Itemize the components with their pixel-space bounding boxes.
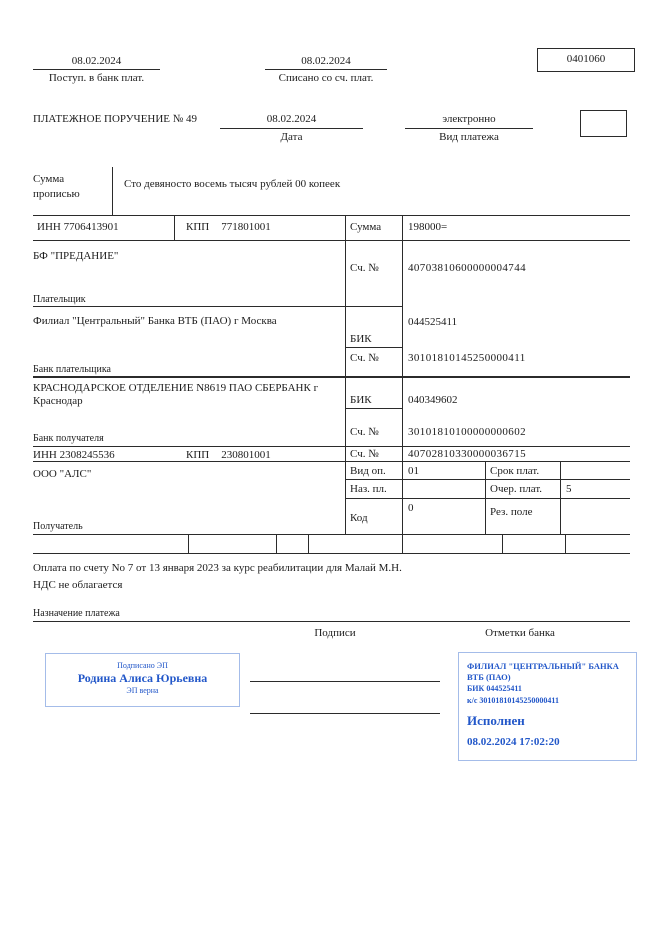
bank-execution-stamp — [458, 652, 637, 761]
table-border — [345, 215, 346, 534]
payment-type-underline — [405, 128, 533, 129]
payer-bank-account-value: 30101810145250000411 — [408, 352, 526, 364]
payee-account-label: Сч. № — [350, 448, 379, 460]
table-border — [33, 461, 630, 462]
table-border — [33, 306, 402, 307]
e-signature-line-1: Подписано ЭП — [117, 661, 168, 670]
srok-plat-label: Срок плат. — [490, 465, 540, 477]
table-border — [33, 553, 630, 554]
ocher-plat-value: 5 — [566, 483, 572, 495]
payee-inn: ИНН 2308245536 — [33, 449, 115, 461]
doc-date-underline — [220, 128, 363, 129]
table-border — [565, 534, 566, 553]
payer-account-value: 40703810600000004744 — [408, 262, 526, 274]
e-signature-name: Родина Алиса Юрьевна — [77, 671, 208, 685]
received-date-value: 08.02.2024 — [71, 55, 122, 67]
document-title: ПЛАТЕЖНОЕ ПОРУЧЕНИЕ № 49 — [33, 113, 198, 125]
amount-words-label-2: прописью — [33, 188, 80, 200]
form-code-value: 0401060 — [566, 53, 606, 65]
payer-kpp-cell — [186, 221, 271, 234]
bank-stamp-datetime: 08.02.2024 17:02:20 — [467, 736, 560, 748]
debited-date-value: 08.02.2024 — [301, 55, 351, 67]
payer-inn: ИНН 7706413901 — [37, 221, 119, 233]
payment-type-label: Вид платежа — [439, 131, 499, 143]
signatures-label: Подписи — [314, 627, 356, 639]
payer-bank-name: Филиал "Центральный" Банка ВТБ (ПАО) г Москва — [33, 315, 277, 327]
ocher-plat-label: Очер. плат. — [490, 483, 543, 495]
amount-words-text: Сто девяносто восемь тысяч рублей 00 копеек — [124, 178, 341, 190]
purpose-line-1: Оплата по счету No 7 от 13 января 2023 за курс реабилитации для Малай М.Н. — [33, 562, 402, 574]
payee-bank-bik-label: БИК — [350, 394, 372, 406]
table-border — [33, 376, 630, 378]
vid-op-value: 01 — [408, 465, 419, 477]
payee-bank-account-value: 30101810100000000602 — [408, 426, 526, 438]
payment-type-value: электронно — [442, 113, 496, 125]
payee-kpp-label: КПП — [186, 449, 210, 461]
table-border — [345, 498, 630, 499]
purpose-section-label: Назначение платежа — [33, 608, 120, 619]
purpose-line-2: НДС не облагается — [33, 579, 123, 591]
amount-words-label-1: Сумма — [33, 173, 65, 185]
debited-date-underline — [265, 69, 387, 70]
table-border — [345, 347, 402, 348]
received-date-label: Поступ. в банк плат. — [48, 72, 145, 84]
payer-kpp-value: 771801001 — [221, 221, 271, 233]
kod-label: Код — [350, 512, 368, 524]
table-border — [33, 534, 630, 535]
payee-kpp-value: 230801001 — [221, 449, 271, 461]
table-border — [33, 240, 630, 241]
payer-kpp-label: КПП — [186, 221, 210, 233]
signature-line-1 — [250, 681, 440, 682]
naz-pl-label: Наз. пл. — [350, 483, 387, 495]
bank-stamp-line-1: ФИЛИАЛ "ЦЕНТРАЛЬНЫЙ" БАНКА — [467, 661, 619, 671]
payee-bank-name: КРАСНОДАРСКОЕ ОТДЕЛЕНИЕ N8619 ПАО СБЕРБАНК г Краснодар — [33, 382, 319, 407]
payee-bank-bik-value: 040349602 — [408, 394, 458, 406]
doc-date-label: Дата — [280, 131, 303, 143]
bank-stamp-line-4: к/с 30101810145250000411 — [467, 696, 559, 705]
table-border — [33, 446, 630, 447]
sum-label: Сумма — [350, 221, 382, 233]
payer-section-label: Плательщик — [33, 294, 86, 305]
payer-bank-section-label: Банк плательщика — [33, 364, 111, 375]
bank-stamp-status: Исполнен — [467, 713, 525, 728]
doc-date-value: 08.02.2024 — [266, 113, 317, 125]
payee-bank-account-label: Сч. № — [350, 426, 379, 438]
bank-stamp-line-2: ВТБ (ПАО) — [467, 672, 511, 682]
amount-words-divider — [112, 167, 113, 215]
signature-line-2 — [250, 713, 440, 714]
payer-bank-bik-value: 044525411 — [408, 316, 458, 328]
payee-section-label: Получатель — [33, 521, 83, 532]
table-border — [502, 534, 503, 553]
vid-op-label: Вид оп. — [350, 465, 386, 477]
payer-bank-bik-label: БИК — [350, 333, 372, 345]
e-signature-line-3: ЭП верна — [126, 686, 159, 695]
form-code-box — [537, 48, 635, 72]
payee-name: ООО "АЛС" — [33, 468, 92, 480]
payer-account-label: Сч. № — [350, 262, 379, 274]
payee-bank-section-label: Банк получателя — [33, 433, 104, 444]
table-border — [33, 621, 630, 622]
bank-stamp-line-3: БИК 044525411 — [467, 684, 522, 693]
received-date-underline — [33, 69, 160, 70]
payer-name: БФ "ПРЕДАНИЕ" — [33, 250, 119, 262]
sum-value: 198000= — [408, 221, 448, 233]
table-border — [345, 479, 630, 480]
table-border — [276, 534, 277, 553]
payee-account-value: 40702810330000036715 — [408, 448, 526, 460]
table-border — [402, 215, 403, 553]
debited-date-label: Списано со сч. плат. — [278, 72, 374, 84]
table-border — [33, 215, 630, 216]
rez-pole-label: Рез. поле — [490, 506, 533, 518]
payer-bank-account-label: Сч. № — [350, 352, 379, 364]
kod-value: 0 — [408, 502, 414, 514]
table-border — [345, 408, 402, 409]
e-signature-stamp — [45, 653, 240, 707]
table-border — [188, 534, 189, 553]
table-border — [174, 215, 175, 240]
bank-marks-label: Отметки банка — [485, 627, 555, 639]
table-border — [308, 534, 309, 553]
status-box-empty — [580, 110, 627, 137]
